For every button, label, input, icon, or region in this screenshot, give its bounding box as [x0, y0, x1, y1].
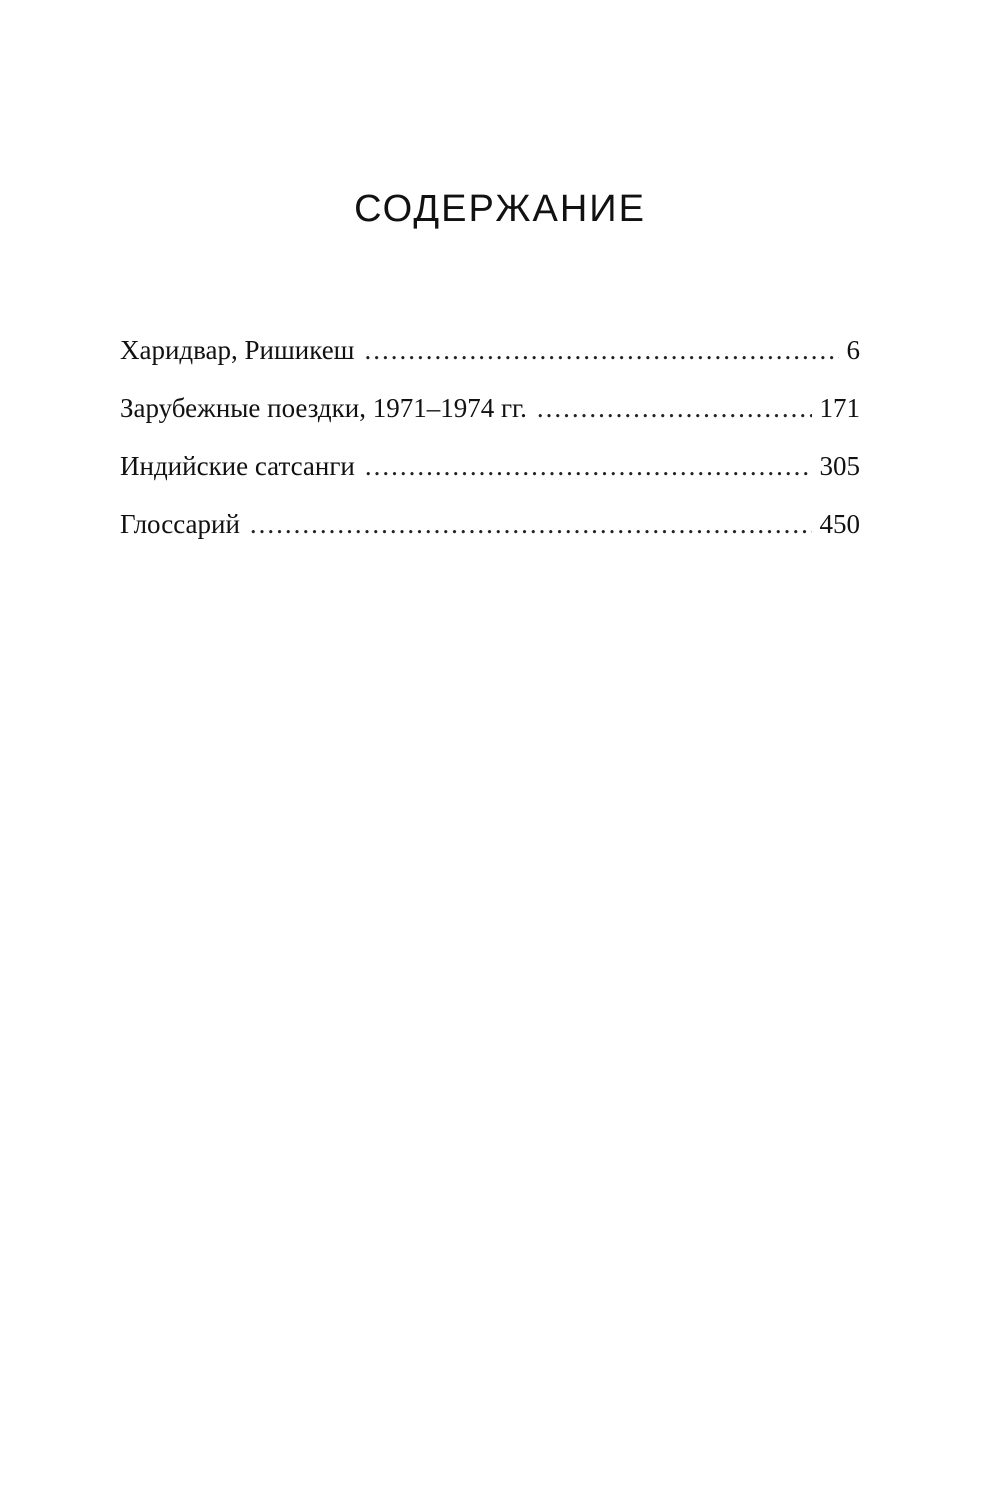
- toc-entry-page-number: 450: [819, 509, 860, 539]
- toc-entry-page-number: 6: [846, 335, 860, 365]
- page-title: СОДЕРЖАНИЕ: [354, 188, 646, 230]
- toc-entry: [120, 446, 860, 504]
- toc-entry: [120, 330, 860, 388]
- dot-leader: [365, 446, 812, 486]
- toc-entry-title: Глоссарий: [120, 509, 240, 539]
- toc-entry-title: Харидвар, Ришикеш: [120, 335, 355, 365]
- toc-entry: [120, 388, 860, 446]
- table-of-contents: [120, 330, 860, 562]
- dot-leader: [364, 330, 838, 370]
- toc-entry-page-number: 171: [819, 393, 860, 423]
- toc-entry: [120, 504, 860, 562]
- toc-entry-title: Зарубежные поездки, 1971–1974 гг.: [120, 393, 527, 423]
- dot-leader: [250, 504, 812, 544]
- dot-leader: [537, 388, 812, 428]
- toc-entry-page-number: 305: [819, 451, 860, 481]
- toc-entry-title: Индийские сатсанги: [120, 451, 355, 481]
